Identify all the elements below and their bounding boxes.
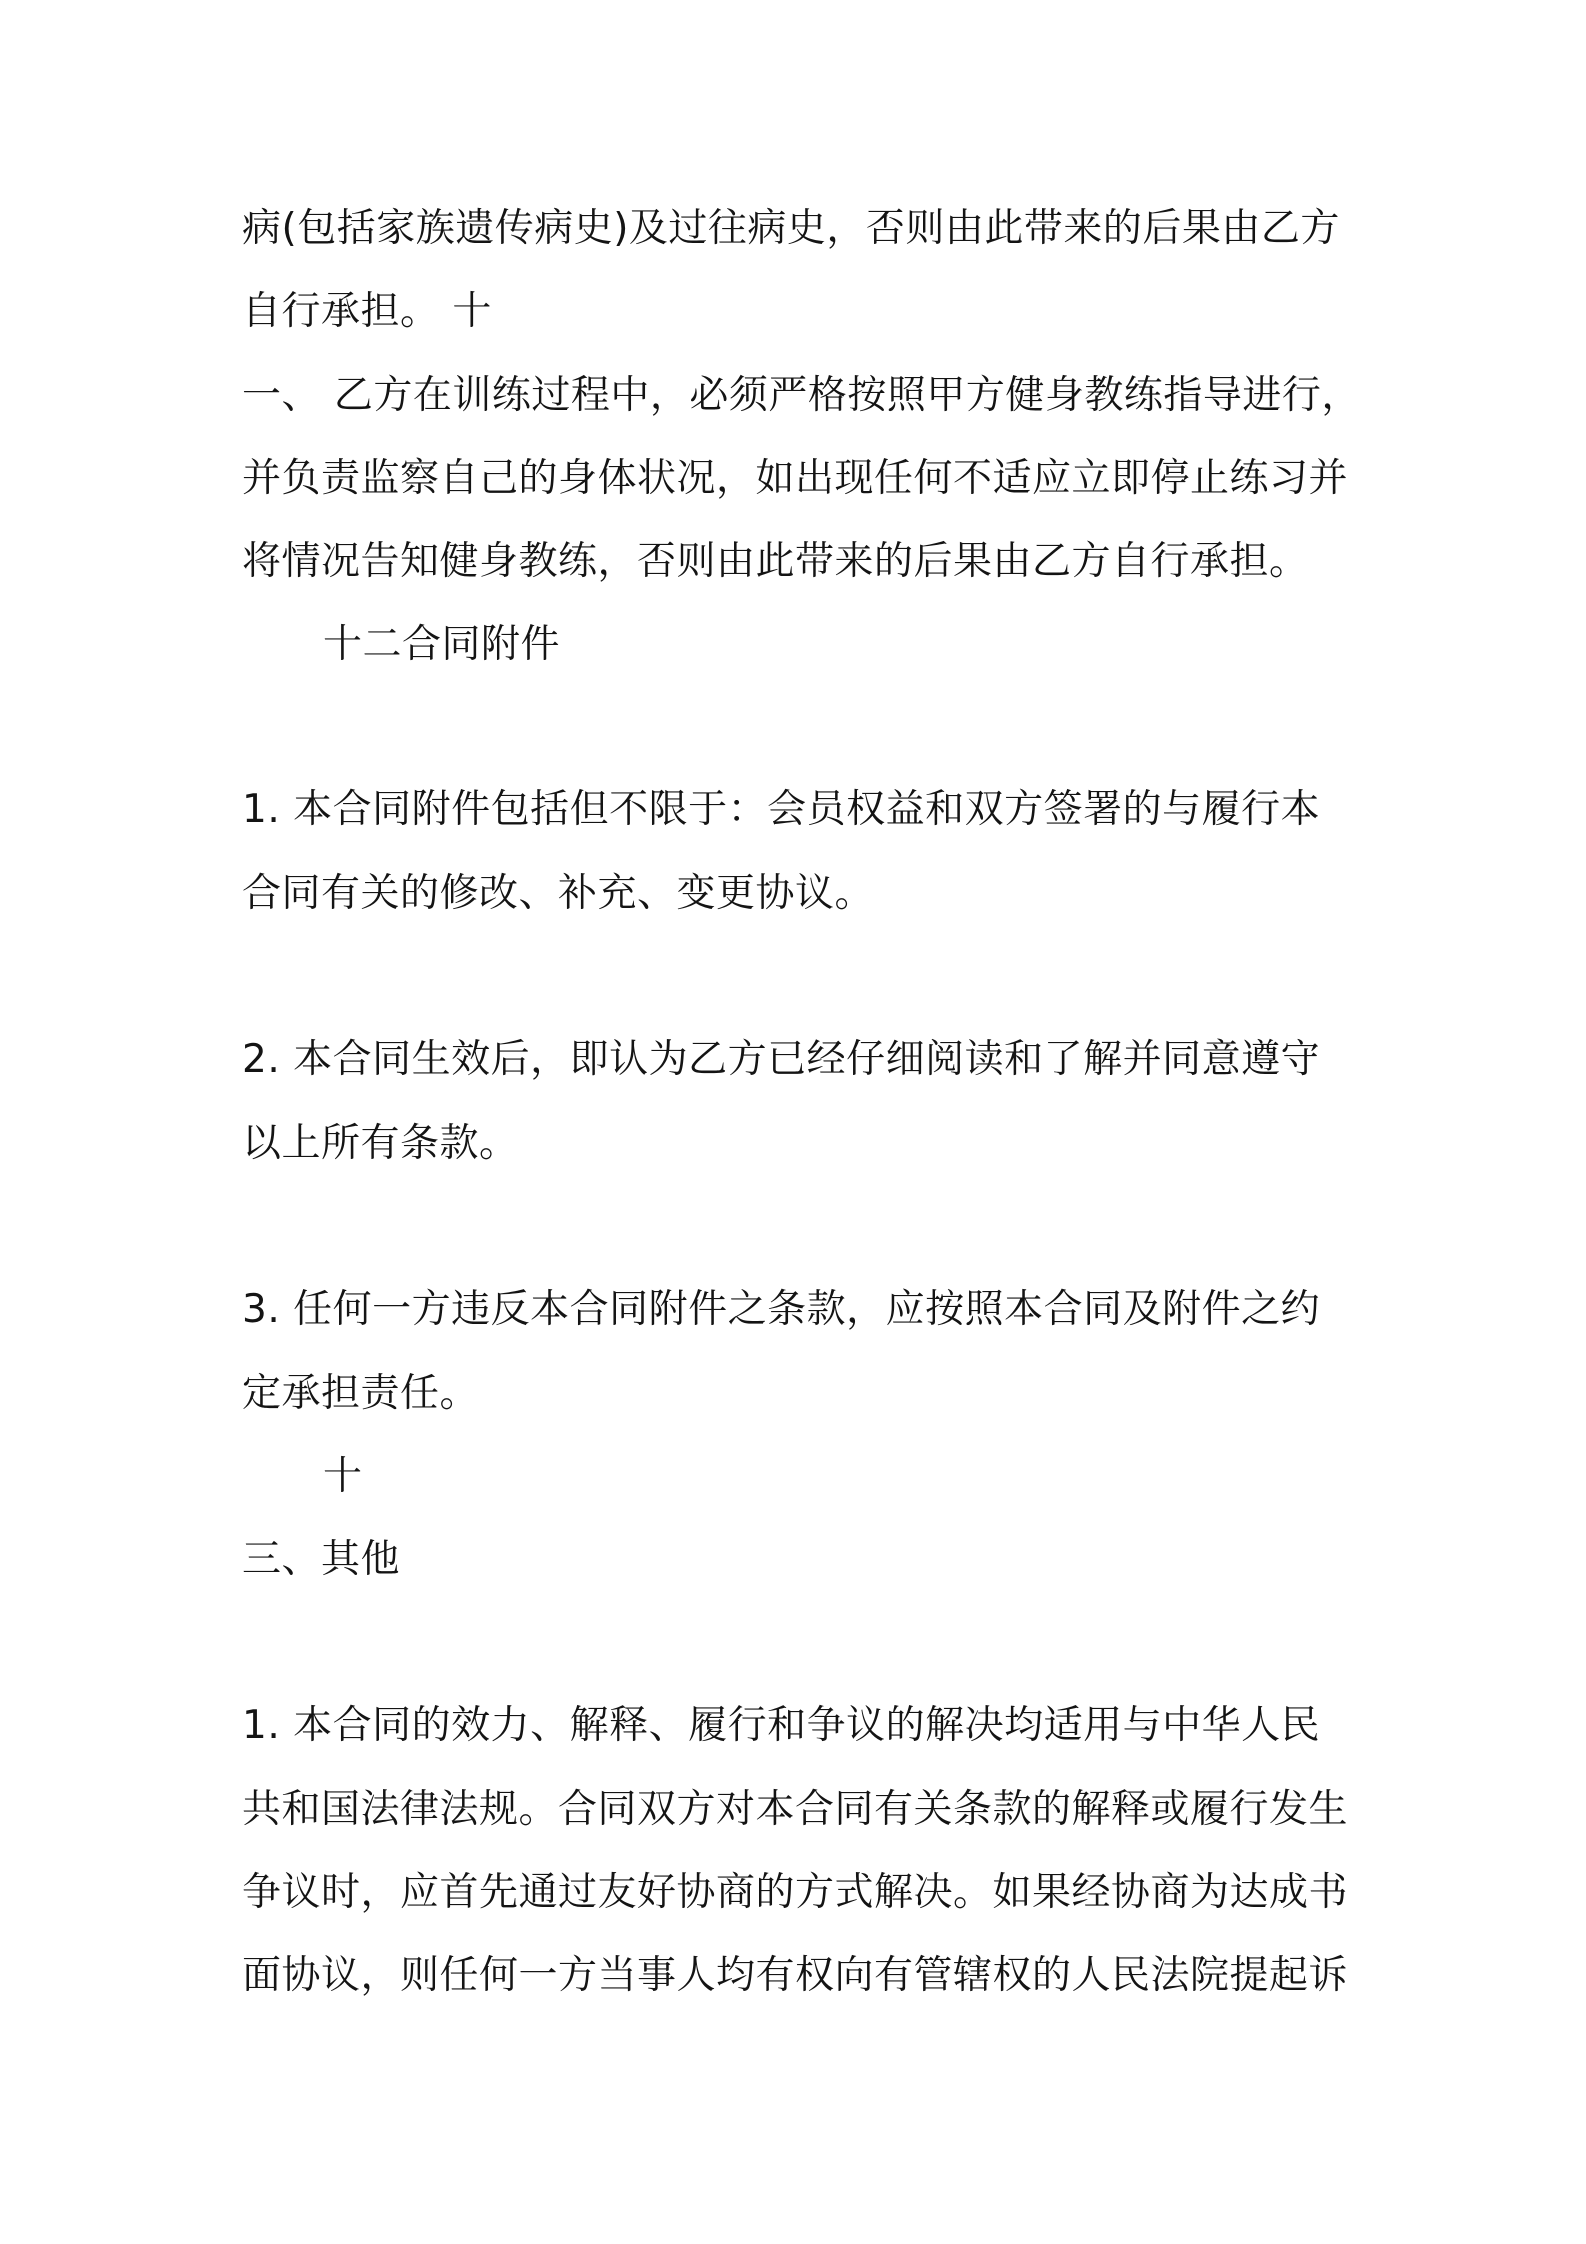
section-heading: 十 [323,1454,363,1499]
text-line: 争议时，应首先通过友好协商的方式解决。如果经协商为达成书 [242,1870,1349,1915]
section-heading: 十二合同附件 [323,622,561,667]
text-line: 将情况告知健身教练，否则由此带来的后果由乙方自行承担。 [242,539,1309,584]
text-line: 并负责监察自己的身体状况，如出现任何不适应立即停止练习并 [242,456,1349,501]
text-line: 面协议，则任何一方当事人均有权向有管辖权的人民法院提起诉 [242,1953,1349,1998]
text-line: 一、 乙方在训练过程中，必须严格按照甲方健身教练指导进行， [242,373,1361,418]
text-line: 2. 本合同生效后，即认为乙方已经仔细阅读和了解并同意遵守 [242,1037,1321,1082]
text-line: 3. 任何一方违反本合同附件之条款，应按照本合同及附件之约 [242,1287,1321,1332]
text-line: 自行承担。 十 [242,289,492,334]
text-line: 1. 本合同附件包括但不限于：会员权益和双方签署的与履行本 [242,787,1321,832]
text-line: 合同有关的修改、补充、变更协议。 [242,871,875,916]
text-line: 以上所有条款。 [242,1121,519,1166]
text-line: 1. 本合同的效力、解释、履行和争议的解决均适用与中华人民 [242,1703,1321,1748]
text-line: 定承担责任。 [242,1371,480,1416]
text-line: 病(包括家族遗传病史)及过往病史，否则由此带来的后果由乙方 [242,206,1340,251]
text-line: 共和国法律法规。合同双方对本合同有关条款的解释或履行发生 [242,1787,1349,1832]
section-heading: 三、其他 [242,1537,401,1582]
